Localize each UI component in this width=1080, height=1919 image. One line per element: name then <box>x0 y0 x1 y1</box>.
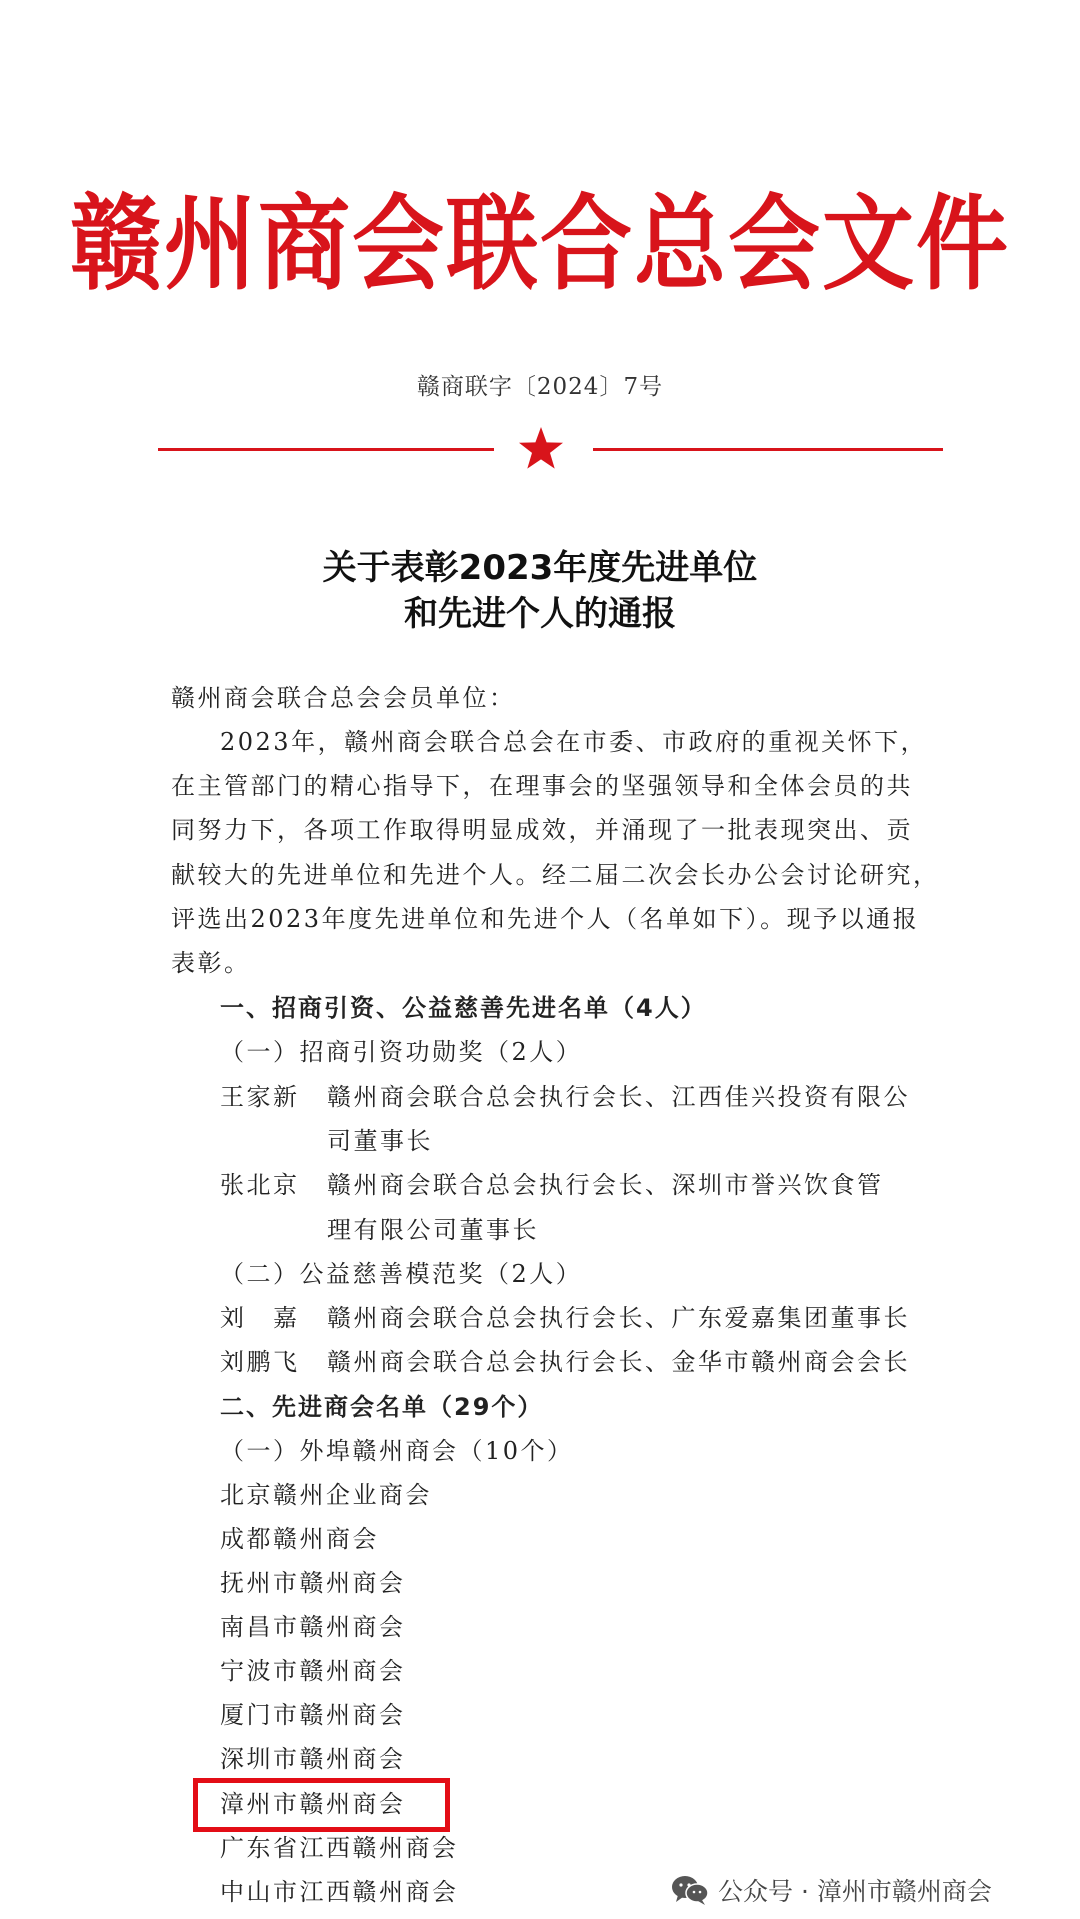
awardee-name: 刘鹏飞 <box>220 1348 300 1376</box>
notice-title-line1: 关于表彰2023年度先进单位 <box>322 548 758 588</box>
awardee-name: 刘 嘉 <box>220 1304 300 1332</box>
awardee-title: 司董事长 <box>327 1127 433 1155</box>
paragraph-line: 同努力下，各项工作取得明显成效，并涌现了一批表现突出、贡 <box>171 816 913 844</box>
watermark <box>670 1872 992 1908</box>
section1-heading: 一、招商引资、公益慈善先进名单（4人） <box>220 994 707 1022</box>
awardee-title: 赣州商会联合总会执行会长、广东爱嘉集团董事长 <box>327 1304 910 1332</box>
section1-subheading-charity: （二）公益慈善模范奖（2人） <box>220 1260 583 1288</box>
salutation: 赣州商会联合总会会员单位： <box>171 684 516 712</box>
document-header-title: 赣州商会联合总会文件 <box>69 184 1010 305</box>
chamber-list-item: 成都赣州商会 <box>220 1525 379 1553</box>
highlight-box <box>193 1778 450 1832</box>
awardee-title: 赣州商会联合总会执行会长、深圳市誉兴饮食管 <box>327 1171 884 1199</box>
watermark-text: 公众号 · 漳州市赣州商会 <box>718 1877 992 1906</box>
chamber-list-item: 广东省江西赣州商会 <box>220 1834 459 1862</box>
header-divider-left <box>158 448 494 451</box>
chamber-list-item: 深圳市赣州商会 <box>220 1745 406 1773</box>
awardee-title: 赣州商会联合总会执行会长、金华市赣州商会会长 <box>327 1348 910 1376</box>
chamber-list-item: 抚州市赣州商会 <box>220 1569 406 1597</box>
chamber-list-item: 中山市江西赣州商会 <box>220 1878 459 1906</box>
awardee-name: 张北京 <box>220 1171 300 1199</box>
paragraph-line: 在主管部门的精心指导下，在理事会的坚强领导和全体会员的共 <box>171 772 913 800</box>
chamber-list-item: 宁波市赣州商会 <box>220 1657 406 1685</box>
star-icon <box>517 425 565 473</box>
notice-title-line2: 和先进个人的通报 <box>404 594 676 634</box>
chamber-list-item: 北京赣州企业商会 <box>220 1481 432 1509</box>
paragraph-line: 献较大的先进单位和先进个人。经二届二次会长办公会讨论研究， <box>171 861 940 889</box>
document-number: 赣商联字〔2024〕7号 <box>416 374 664 400</box>
section2-subheading: （一）外埠赣州商会（10个） <box>220 1437 574 1465</box>
awardee-title: 赣州商会联合总会执行会长、江西佳兴投资有限公 <box>327 1083 910 1111</box>
header-divider-right <box>593 448 943 451</box>
wechat-icon <box>670 1874 710 1906</box>
paragraph-line: 表彰。 <box>171 949 251 977</box>
awardee-title: 理有限公司董事长 <box>327 1216 539 1244</box>
chamber-list-item: 厦门市赣州商会 <box>220 1701 406 1729</box>
section2-heading: 二、先进商会名单（29个） <box>220 1393 544 1421</box>
chamber-list-item: 漳州市赣州商会 <box>220 1790 406 1818</box>
paragraph-line: 2023年，赣州商会联合总会在市委、市政府的重视关怀下， <box>220 728 928 756</box>
chamber-list-item: 南昌市赣州商会 <box>220 1613 406 1641</box>
section1-subheading-investment: （一）招商引资功勋奖（2人） <box>220 1038 583 1066</box>
paragraph-line: 评选出2023年度先进单位和先进个人（名单如下）。现予以通报 <box>171 905 920 933</box>
awardee-name: 王家新 <box>220 1083 300 1111</box>
